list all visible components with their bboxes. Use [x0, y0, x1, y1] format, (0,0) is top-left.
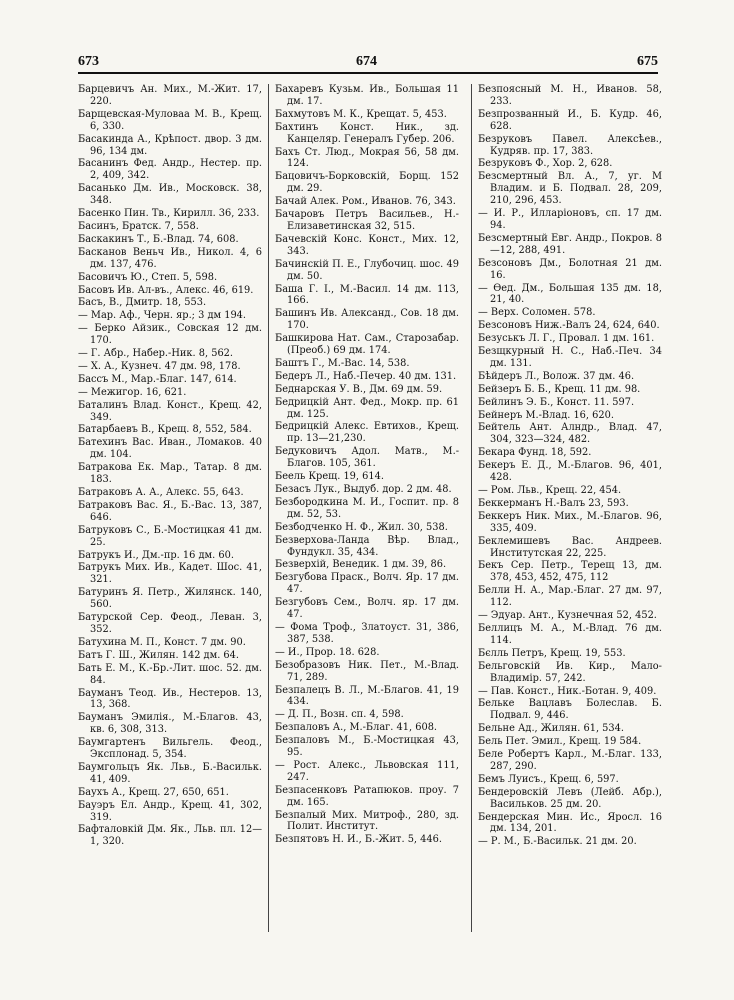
directory-entry: Безруковъ Павел. Алексѣев., Кудряв. пр. 17, 383. [478, 133, 662, 157]
directory-entry: Бедуковичъ Адол. Матв., М.-Благов. 105, 361. [275, 446, 459, 470]
directory-entry: Бендеровскій Левъ (Лейб. Абр.), Васильков. 25 дм. 20. [478, 786, 662, 810]
directory-entry: Безруковъ Ф., Хор. 2, 628. [478, 158, 613, 170]
directory-entry: Батехинъ Вас. Иван., Ломаков. 40 дм. 104. [78, 437, 262, 461]
directory-entry: — И., Прор. 18. 628. [275, 646, 380, 658]
directory-entry: Бедрицкій Ант. Фед., Мокр. пр. 61 дм. 125. [275, 396, 459, 420]
directory-entry: Бацовичъ-Борковскій, Борщ. 152 дм. 29. [275, 171, 459, 195]
directory-entry: Бельне Ад., Жилян. 61, 534. [478, 723, 624, 735]
directory-entry: Бауманъ Эмилія., М.-Благов. 43, кв. 6, 308, 313. [78, 712, 262, 736]
directory-entry: Бендерская Мин. Ис., Яросл. 16 дм. 134, 201. [478, 811, 662, 835]
directory-entry: Басъ, В., Дмитр. 18, 553. [78, 297, 207, 309]
directory-entry: — Верх. Соломен. 578. [478, 307, 596, 319]
directory-entry: Батъ Г. Ш., Жилян. 142 дм. 64. [78, 649, 240, 661]
directory-entry: Бѣйдеръ Л., Волож. 37 дм. 46. [478, 370, 635, 382]
directory-entry: — Эдуар. Ант., Кузнечная 52, 452. [478, 610, 657, 622]
directory-entry: Бейтель Ант. Алндр., Влад. 47, 304, 323—324, 482. [478, 422, 662, 446]
directory-entry: Безпаловъ А., М.-Благ. 41, 608. [275, 722, 438, 734]
directory-entry: Бачай Алек. Ром., Иванов. 76, 343. [275, 196, 456, 208]
directory-entry: Бекара Фунд. 18, 592. [478, 447, 592, 459]
directory-entry: Батраковъ Вас. Я., Б.-Вас. 13, 387, 646. [78, 499, 262, 523]
directory-entry: Бекъ Сер. Петр., Терещ 13, дм. 378, 453, 452, 475, 112 [478, 560, 662, 584]
directory-entry: Башинъ Ив. Александ., Сов. 18 дм. 170. [275, 308, 459, 332]
directory-entry: Барщевская-Муловаа М. В., Крещ. 6, 330. [78, 108, 262, 132]
directory-entry: — И. Р., Илларіоновъ, сп. 17 дм. 94. [478, 208, 662, 231]
directory-entry: Безпоясный М. Н., Иванов. 58, 233. [478, 84, 662, 107]
directory-entry: Безсмертный Вл. А., 7, уг. М Владим. и Б. Подвал. 28, 209, 210, 296, 453. [478, 171, 662, 207]
directory-entry: Бачевскій Конс. Конст., Мих. 12, 343. [275, 233, 459, 257]
directory-entry: Белли Н. А., Мар.-Благ. 27 дм. 97, 112. [478, 585, 662, 609]
directory-entry: Батурской Сер. Феод., Леван. 3, 352. [78, 612, 262, 635]
directory-entry: Батуринъ Я. Петр., Жилянск. 140, 560. [78, 587, 262, 611]
directory-entry: Баумгольцъ Як. Льв., Б.-Васильк. 41, 409. [78, 761, 262, 785]
directory-entry: — Пав. Конст., Ник.-Ботан. 9, 409. [478, 685, 657, 697]
directory-entry: Беле Робертъ Карл., М.-Благ. 133, 287, 290. [478, 749, 662, 772]
directory-entry: — Г. Абр., Набер.-Ник. 8, 562. [78, 348, 234, 360]
directory-entry: Безверхій, Венедик. 1 дм. 39, 86. [275, 559, 447, 571]
directory-entry: — Х. А., Кузнеч. 47 дм. 98, 178. [78, 360, 241, 372]
column-2 [275, 84, 459, 847]
directory-entry: — Межигор. 16, 621. [78, 386, 187, 398]
directory-entry: Безгубовъ Сем., Волч. яр. 17 дм. 47. [275, 597, 459, 621]
directory-entry: Бейзеръ Б. Б., Крещ. 11 дм. 98. [478, 383, 641, 395]
directory-entry: Басакинда А., Крѣпост. двор. 3 дм. 96, 134 дм. [78, 133, 262, 157]
directory-entry: Безпрозванный И., Б. Кудр. 46, 628. [478, 108, 662, 132]
directory-entry: Безсмертный Евг. Андр., Покров. 8—12, 288, 491. [478, 232, 662, 256]
directory-entry: Безпалецъ В. Л., М.-Благов. 41, 19 434. [275, 684, 459, 708]
directory-entry: Бедрицкій Алекс. Евтихов., Крещ. пр. 13—21,230. [275, 421, 459, 445]
directory-entry: Бачаровъ Петръ Васильев., Н.-Елизаветинская 32, 515. [275, 209, 459, 232]
directory-entry: Беклемишевъ Вас. Андреев. Институтская 22, 225. [478, 535, 662, 559]
directory-entry: Безасъ Лук., Выдуб. дор. 2 дм. 48. [275, 484, 452, 495]
column-1 [78, 84, 262, 849]
directory-entry: Батрукъ И., Дм.-пр. 16 дм. 60. [78, 549, 234, 561]
directory-entry: — Мар. Аф., Черн. яр.; 3 дм 194. [78, 310, 247, 322]
column-divider-2 [471, 84, 472, 932]
directory-entry: Басовъ Ив. Ал-въ., Алекс. 46, 619. [78, 284, 254, 296]
directory-entry: Беллицъ М. А., М.-Влад. 76 дм. 114. [478, 622, 662, 646]
directory-entry: Безверхова-Ланда Вѣр. Влад., Фундукл. 35, 434. [275, 534, 459, 558]
page-number-center: 674 [356, 54, 377, 69]
directory-entry: Бахтинъ Конст. Ник., зд. Канцеляр. Генералъ Губер. 206. [275, 121, 459, 145]
directory-entry: Батраковъ А. А., Алекс. 55, 643. [78, 487, 244, 498]
directory-entry: Бель Пет. Эмил., Крещ. 19 584. [478, 736, 642, 748]
directory-entry: Басовичъ Ю., Степ. 5, 598. [78, 271, 218, 283]
directory-entry: Бахмутовъ М. К., Крещат. 5, 453. [275, 108, 447, 120]
directory-entry: Бачинскій П. Е., Глубочиц. шос. 49 дм. 50. [275, 258, 459, 282]
directory-entry: Баталинъ Влад. Конст., Крещ. 42, 349. [78, 399, 262, 423]
directory-entry: Безобразовъ Ник. Пет., М.-Влад. 71, 289. [275, 659, 459, 683]
directory-entry: — Р. М., Б.-Васильк. 21 дм. 20. [478, 836, 637, 848]
directory-entry: Бєлль Петръ, Крещ. 19, 553. [478, 647, 626, 659]
directory-entry: Бауманъ Теод. Ив., Нестеров. 13, 13, 368. [78, 687, 262, 711]
directory-entry: Беккерманъ Н.-Валъ 23, 593. [478, 497, 629, 509]
directory-entry: Безпятовъ Н. И., Б.-Жит. 5, 446. [275, 834, 442, 846]
directory-entry: Безбодченко Н. Ф., Жил. 30, 538. [275, 521, 448, 533]
directory-entry: Башкирова Нат. Сам., Старозабар. (Преоб.) 69 дм. 174. [275, 333, 459, 357]
directory-entry: Беель Крещ. 19, 614. [275, 471, 384, 483]
page-header [78, 48, 658, 70]
directory-entry: Безщкурный Н. С., Наб.-Печ. 34 дм. 131. [478, 346, 662, 369]
directory-entry: Бедеръ Л., Наб.-Печер. 40 дм. 131. [275, 370, 457, 382]
directory-entry: Баухъ А., Крещ. 27, 650, 651. [78, 786, 229, 798]
directory-entry: — Рост. Алекс., Львовская 111, 247. [275, 759, 459, 783]
directory-entry: Бейлинъ Э. Б., Конст. 11. 597. [478, 396, 635, 408]
directory-entry: Басанинъ Фед. Андр., Нестер. пр. 2, 409, 342. [78, 158, 262, 182]
directory-entry: Басканов Веньч Ив., Никол. 4, 6 дм. 137, 476. [78, 246, 262, 270]
directory-entry: Безпалый Мих. Митроф., 280, зд. Полит. Институт. [275, 809, 459, 833]
directory-entry: Басинъ, Братск. 7, 558. [78, 220, 199, 232]
directory-entry: Безпаловъ М., Б.-Мостицкая 43, 95. [275, 735, 459, 759]
directory-entry: Бемъ Луисъ., Крещ. 6, 597. [478, 773, 619, 785]
directory-entry: — Ром. Льв., Крещ. 22, 454. [478, 485, 622, 496]
directory-entry: Безуськъ Л. Г., Провал. 1 дм. 161. [478, 333, 655, 345]
directory-entry: Бафталовкій Дм. Як., Льв. пл. 12—1, 320. [78, 824, 262, 848]
directory-entry: — Ѳед. Дм., Большая 135 дм. 18, 21, 40. [478, 282, 662, 306]
directory-entry: Бельке Вацлавъ Болеслав. Б. Подвал. 9, 446. [478, 698, 662, 722]
directory-entry: Баскакинъ Т., Б.-Влад. 74, 608. [78, 233, 239, 245]
directory-entry: Баша Г. І., М.-Васил. 14 дм. 113, 166. [275, 283, 459, 307]
directory-entry: Батракова Ек. Мар., Татар. 8 дм. 183. [78, 462, 262, 486]
directory-entry: Безпасенковъ Ратапюков. проу. 7 дм. 165. [275, 784, 459, 808]
directory-entry: Бельговскій Ив. Кир., Мало-Владимір. 57, 242. [478, 660, 662, 684]
page-number-right: 675 [637, 54, 658, 69]
directory-entry: Батарбаевъ В., Крещ. 8, 552, 584. [78, 424, 252, 436]
directory-entry: Бекеръ Е. Д., М.-Благов. 96, 401, 428. [478, 460, 662, 484]
directory-entry: Басанько Дм. Ив., Московск. 38, 348. [78, 183, 262, 207]
directory-entry: Бауэръ Ел. Андр., Крещ. 41, 302, 319. [78, 799, 262, 823]
page-number-left: 673 [78, 54, 99, 69]
directory-entry: Беккеръ Ник. Мих., М.-Благов. 96, 335, 409. [478, 510, 662, 534]
directory-entry: Бейнеръ М.-Влад. 16, 620. [478, 409, 614, 421]
header-rule [78, 72, 658, 74]
directory-entry: Батухина М. П., Конст. 7 дм. 90. [78, 636, 246, 648]
directory-entry: Бахъ Ст. Люд., Мокрая 56, 58 дм. 124. [275, 146, 459, 170]
directory-entry: Баумгартенъ Вильгель. Феод., Эксплонад. 5, 354. [78, 737, 262, 761]
directory-entry: Бассъ М., Мар.-Благ. 147, 614. [78, 373, 237, 385]
directory-entry: — Фома Троф., Златоуст. 31, 386, 387, 538. [275, 621, 459, 645]
directory-entry: — Д. П., Возн. сп. 4, 598. [275, 709, 404, 721]
column-divider-1 [268, 84, 269, 932]
directory-entry: Безгубова Праск., Волч. Яр. 17 дм. 47. [275, 572, 459, 596]
directory-entry: Батрукъ Мих. Ив., Кадет. Шос. 41, 321. [78, 562, 262, 586]
directory-entry: Батруковъ С., Б.-Мостицкая 41 дм. 25. [78, 524, 262, 548]
directory-entry: Бахаревъ Кузьм. Ив., Большая 11 дм. 17. [275, 84, 459, 107]
directory-entry: Беднарская У. В., Дм. 69 дм. 59. [275, 383, 443, 395]
directory-entry: Безсоновъ Дм., Болотная 21 дм. 16. [478, 257, 662, 281]
directory-entry: Баштъ Г., М.-Вас. 14, 538. [275, 357, 410, 369]
directory-entry: Бать Е. М., К.-Бр.-Лит. шос. 52. дм. 84. [78, 662, 262, 686]
directory-entry: Безбородкина М. И., Госпит. пр. 8 дм. 52, 53. [275, 496, 459, 520]
directory-entry: Барцевичъ Ан. Мих., М.-Жит. 17, 220. [78, 84, 262, 107]
directory-entry: Безсоновъ Ниж.-Валъ 24, 624, 640. [478, 320, 660, 332]
directory-entry: — Берко Айзик., Совская 12 дм. 170. [78, 323, 262, 347]
column-3 [478, 84, 662, 849]
directory-entry: Басенко Пин. Тв., Кирилл. 36, 233. [78, 208, 260, 220]
